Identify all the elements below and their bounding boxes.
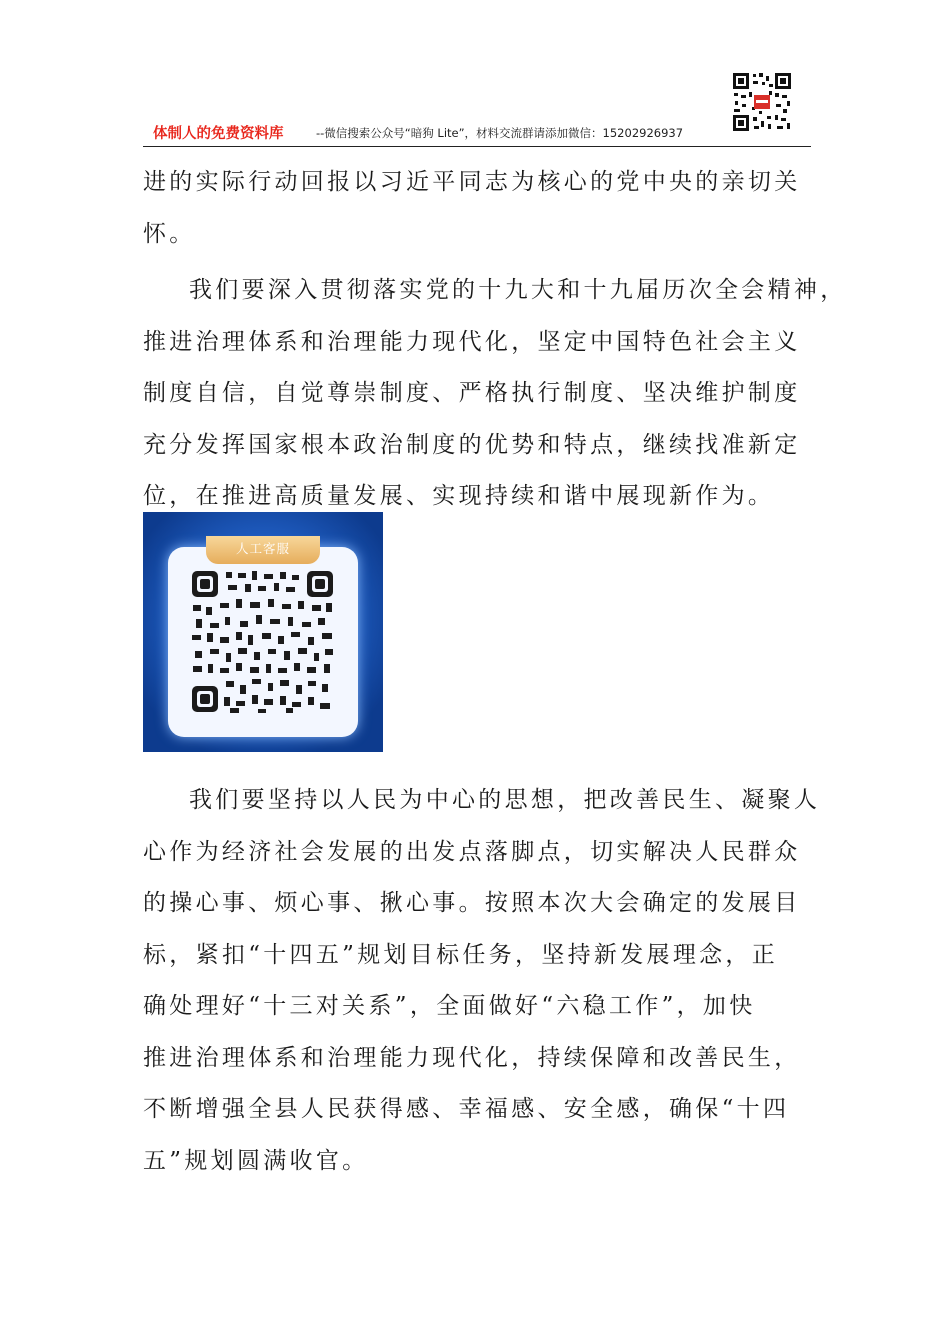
text-line: 位，在推进高质量发展、实现持续和谐中展现新作为。 xyxy=(143,483,775,509)
customer-service-qr-card xyxy=(143,512,383,752)
text-line: 进的实际行动回报以习近平同志为核心的党中央的亲切关 xyxy=(143,169,801,195)
text-line: 确处理好“十三对关系”，全面做好“六稳工作”，加快 xyxy=(143,993,756,1019)
paragraph xyxy=(143,775,821,1187)
header-note: --微信搜索公众号“暗狗 Lite”，材料交流群请添加微信：15202926937 xyxy=(316,126,684,140)
service-tag: 人工客服 xyxy=(206,536,320,564)
text-line: 五”规划圆满收官。 xyxy=(143,1147,369,1174)
qr-code-icon xyxy=(731,71,793,133)
text-line: 充分发挥国家根本政治制度的优势和特点，继续找准新定 xyxy=(143,431,801,458)
text-line: 的操心事、烦心事、揪心事。按照本次大会确定的发展目 xyxy=(143,890,801,916)
text-line: 标，紧扣“十四五”规划目标任务，坚持新发展理念，正 xyxy=(143,941,779,968)
page-header xyxy=(143,70,811,147)
header-brand: 体制人的免费资料库 xyxy=(153,126,284,142)
paragraph xyxy=(143,157,811,260)
qr-code-icon xyxy=(190,569,335,714)
text-line: 怀。 xyxy=(143,220,196,247)
text-line: 推进治理体系和治理能力现代化，持续保障和改善民生， xyxy=(143,1044,801,1071)
text-line: 我们要深入贯彻落实党的十九大和十九届历次全会精神， xyxy=(189,277,847,303)
text-line: 制度自信，自觉尊崇制度、严格执行制度、坚决维护制度 xyxy=(143,380,801,406)
paragraph xyxy=(143,265,847,523)
text-line: 推进治理体系和治理能力现代化，坚定中国特色社会主义 xyxy=(143,328,801,355)
text-line: 不断增强全县人民获得感、幸福感、安全感，确保“十四 xyxy=(143,1096,790,1122)
text-line: 我们要坚持以人民为中心的思想，把改善民生、凝聚人 xyxy=(189,787,821,813)
text-line: 心作为经济社会发展的出发点落脚点，切实解决人民群众 xyxy=(143,838,801,865)
